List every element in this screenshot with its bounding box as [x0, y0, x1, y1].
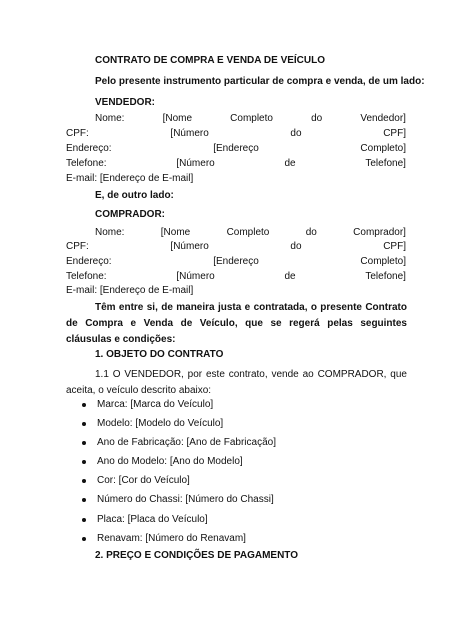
comprador-cpf-word: do [290, 241, 302, 252]
vendedor-cpf-word: do [290, 128, 302, 139]
comprador-email: E-mail: [Endereço de E-mail] [66, 285, 194, 296]
comprador-nome-word: Comprador] [353, 227, 406, 238]
list-item-text: Número do Chassi: [Número do Chassi] [97, 494, 274, 506]
comprador-telefone-word: [Número [176, 271, 215, 282]
list-item [82, 455, 276, 474]
list-item-text: Placa: [Placa do Veículo] [97, 513, 208, 525]
vendedor-cpf-word: CPF: [66, 128, 89, 139]
vehicle-details-list [82, 398, 276, 551]
vendedor-endereco-row [66, 142, 406, 156]
vendedor-nome-word: [Nome [162, 113, 193, 124]
vendedor-nome-word: Completo [230, 113, 273, 124]
vendedor-telefone-word: [Número [176, 158, 215, 169]
list-item-text: Ano de Fabricação: [Ano de Fabricação] [97, 437, 276, 449]
comprador-cpf-word: [Número [170, 241, 209, 252]
section1-text: 1.1 O VENDEDOR, por este contrato, vende ao COMPRADOR, que aceita, o veículo descrito abaixo: [66, 369, 407, 396]
bullet-icon [82, 403, 86, 407]
intro-text: Pelo presente instrumento particular de compra e venda, de um lado: [95, 76, 425, 87]
vendedor-telefone-word: Telefone] [365, 158, 406, 169]
vendedor-nome-word: do [311, 113, 323, 124]
comprador-cpf-word: CPF] [383, 241, 406, 252]
vendedor-nome-word: Vendedor] [360, 113, 406, 124]
comprador-heading: COMPRADOR: [95, 209, 165, 220]
comprador-telefone-row [66, 270, 406, 284]
section1-heading: 1. OBJETO DO CONTRATO [95, 349, 224, 360]
vendedor-email: E-mail: [Endereço de E-mail] [66, 173, 194, 184]
bullet-icon [82, 441, 86, 445]
bullet-icon [82, 479, 86, 483]
vendedor-telefone-row [66, 157, 406, 171]
list-item [82, 436, 276, 455]
bullet-icon [82, 460, 86, 464]
vendedor-telefone-word: Telefone: [66, 158, 107, 169]
bullet-icon [82, 518, 86, 522]
comprador-endereco-row [66, 255, 406, 269]
comprador-endereco-word: Completo] [360, 256, 406, 267]
section2-heading: 2. PREÇO E CONDIÇÕES DE PAGAMENTO [95, 550, 298, 561]
bullet-icon [82, 422, 86, 426]
vendedor-endereco-word: [Endereço [213, 143, 259, 154]
vendedor-telefone-word: de [284, 158, 296, 169]
list-item-text: Cor: [Cor do Veículo] [97, 475, 190, 487]
vendedor-cpf-word: CPF] [383, 128, 406, 139]
comprador-nome-word: [Nome [160, 227, 191, 238]
vendedor-cpf-word: [Número [170, 128, 209, 139]
comprador-cpf-word: CPF: [66, 241, 89, 252]
comprador-nome-row [95, 226, 406, 240]
bullet-icon [82, 537, 86, 541]
vendedor-cpf-row [66, 127, 406, 141]
agreement-paragraph: Têm entre si, de maneira justa e contratada, o presente Contrato de Compra e Venda de Veículo, que se regerá pelas seguintes cláusulas e condições: [66, 302, 407, 345]
comprador-cpf-row [66, 240, 406, 254]
vendedor-endereco-word: Completo] [360, 143, 406, 154]
vendedor-heading: VENDEDOR: [95, 97, 156, 108]
document-title: CONTRATO DE COMPRA E VENDA DE VEÍCULO [95, 55, 326, 66]
list-item [82, 417, 276, 436]
comprador-nome-word: Completo [226, 227, 270, 238]
list-item [82, 532, 276, 551]
bullet-icon [82, 498, 86, 502]
comprador-telefone-word: de [284, 271, 296, 282]
comprador-nome-word: do [305, 227, 317, 238]
list-item-text: Ano do Modelo: [Ano do Modelo] [97, 456, 243, 468]
list-item-text: Marca: [Marca do Veículo] [97, 399, 214, 410]
vendedor-nome-word: Nome: [95, 113, 125, 124]
list-item [82, 398, 276, 417]
outro-lado-text: E, de outro lado: [95, 190, 174, 201]
comprador-endereco-word: Endereço: [66, 256, 112, 267]
vendedor-nome-row [95, 112, 406, 126]
comprador-telefone-word: Telefone: [66, 271, 107, 282]
comprador-telefone-word: Telefone] [365, 271, 406, 282]
comprador-endereco-word: [Endereço [213, 256, 259, 267]
list-item-text: Modelo: [Modelo do Veículo] [97, 418, 224, 430]
comprador-nome-word: Nome: [95, 227, 125, 238]
list-item [82, 493, 276, 512]
list-item [82, 474, 276, 493]
list-item-text: Renavam: [Número do Renavam] [97, 532, 246, 544]
vendedor-endereco-word: Endereço: [66, 143, 112, 154]
list-item [82, 513, 276, 532]
